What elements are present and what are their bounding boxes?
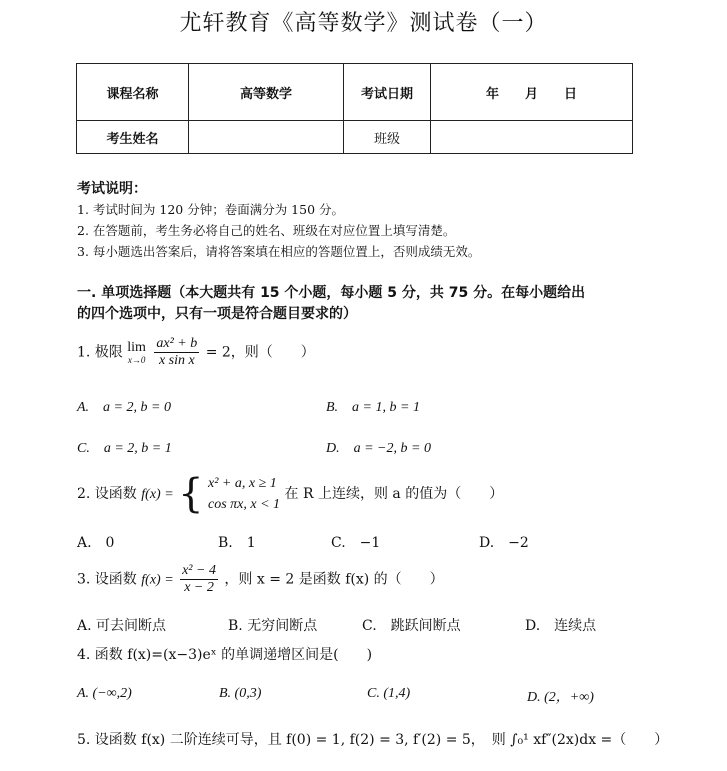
q1-numerator: ax² + b <box>156 336 198 351</box>
class-field[interactable] <box>431 121 633 154</box>
q1-suffix: = 2，则（ ） <box>205 344 315 361</box>
q2-brace: { <box>178 471 204 517</box>
q3-option-a[interactable]: A. 可去间断点 <box>77 618 167 634</box>
q2-cases <box>208 473 280 515</box>
question-2 <box>77 473 503 515</box>
question-3 <box>77 563 444 596</box>
q2-case-1: x² + a, x ≥ 1 <box>208 476 277 491</box>
q3-option-c[interactable]: C. 跳跃间断点 <box>362 618 461 634</box>
q2-option-c[interactable]: C. −1 <box>331 535 381 551</box>
course-value: 高等数学 <box>189 64 344 121</box>
q1-fraction <box>154 336 199 369</box>
date-value: 年 月 日 <box>431 64 633 121</box>
q3-prefix: 3. 设函数 <box>77 571 137 588</box>
note-item: 1. 考试时间为 120 分钟；卷面满分为 150 分。 <box>77 202 345 217</box>
q1-option-d[interactable]: D. a = −2, b = 0 <box>326 441 431 456</box>
question-1 <box>77 336 315 369</box>
date-label: 考试日期 <box>344 64 431 121</box>
class-label: 班级 <box>344 121 431 154</box>
q1-denominator: x sin x <box>158 353 195 368</box>
course-label: 课程名称 <box>77 64 189 121</box>
q1-lim-sub: x→0 <box>127 355 146 365</box>
q1-option-c[interactable]: C. a = 2, b = 1 <box>77 441 172 456</box>
q1-lim-word: lim <box>127 340 146 355</box>
q1-option-a[interactable]: A. a = 2, b = 0 <box>77 400 171 415</box>
name-field[interactable] <box>189 121 344 154</box>
notes-heading: 考试说明： <box>77 181 147 197</box>
q4-option-d[interactable]: D. (2，+∞) <box>527 690 594 705</box>
q2-fx: f(x) = <box>141 487 174 502</box>
q2-suffix: 在 R 上连续，则 a 的值为（ ） <box>284 486 504 502</box>
section-heading-line2: 的四个选项中，只有一项是符合题目要求的） <box>77 306 357 322</box>
q3-numerator: x² − 4 <box>182 563 216 578</box>
q2-option-a[interactable]: A. 0 <box>77 535 115 551</box>
q1-prefix: 1. 极限 <box>77 344 123 361</box>
q3-option-d[interactable]: D. 连续点 <box>525 618 597 634</box>
q3-suffix: ，则 x = 2 是函数 f(x) 的（ ） <box>224 571 444 588</box>
q3-denominator: x − 2 <box>184 580 214 595</box>
note-item: 2. 在答题前，考生务必将自己的姓名、班级在对应位置上填写清楚。 <box>77 223 456 238</box>
page-title: 尤轩教育《高等数学》测试卷（一） <box>179 11 548 36</box>
q3-fraction <box>180 563 218 596</box>
section-heading-line1: 一. 单项选择题（本大题共有 15 个小题，每小题 5 分，共 75 分。在每小题给出 <box>77 285 586 301</box>
q2-case-2: cos πx, x < 1 <box>208 497 281 512</box>
q4-option-b[interactable]: B. (0,3) <box>219 686 262 701</box>
exam-info-table <box>76 63 633 154</box>
question-4: 4. 函数 f(x)=(x−3)eˣ 的单调递增区间是( ) <box>77 647 373 663</box>
q2-prefix: 2. 设函数 <box>77 486 137 502</box>
q4-option-a[interactable]: A. (−∞,2) <box>77 686 132 701</box>
name-label: 考生姓名 <box>77 121 189 154</box>
q1-limit <box>127 340 146 365</box>
q1-option-b[interactable]: B. a = 1, b = 1 <box>326 400 420 415</box>
q3-option-b[interactable]: B. 无穷间断点 <box>228 618 318 634</box>
question-5: 5. 设函数 f(x) 二阶连续可导，且 f(0) = 1, f(2) = 3, f′(2) = 5， 则 ∫₀¹ xf″(2x)dx =（ ） <box>77 732 669 748</box>
q3-fx: f(x) = <box>141 572 174 588</box>
q2-option-b[interactable]: B. 1 <box>218 535 256 551</box>
q4-option-c[interactable]: C. (1,4) <box>367 686 411 701</box>
q2-option-d[interactable]: D. −2 <box>479 535 529 551</box>
note-item: 3. 每小题选出答案后，请将答案填在相应的答题位置上，否则成绩无效。 <box>77 244 481 259</box>
